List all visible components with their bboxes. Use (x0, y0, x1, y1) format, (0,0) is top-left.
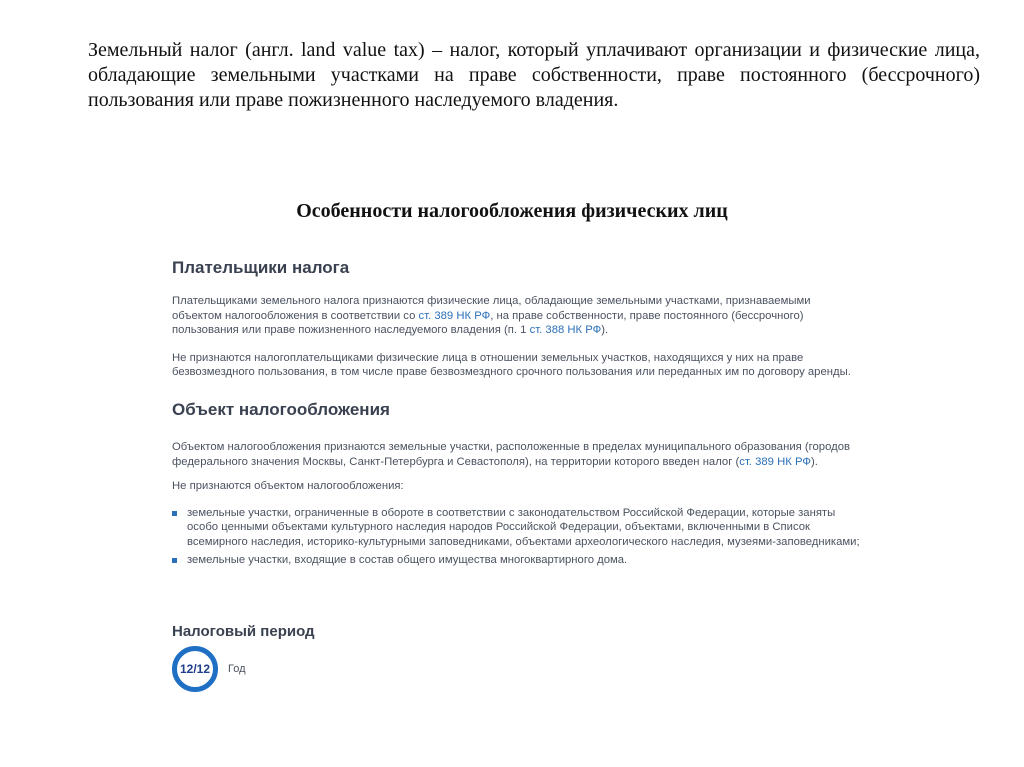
payers-paragraph-2: Не признаются налогоплательщиками физические лица в отношении земельных участков, находящихся у них на праве безвозмездного пользования, в том числе праве безвозмездного срочного пользования или переданных им по договору аренды. (172, 351, 851, 379)
link-art-389[interactable]: ст. 389 НК РФ (418, 309, 491, 322)
object-text-b: ). (810, 455, 818, 468)
payers-text-a: Плательщиками земельного налога признаются физические лица, обладающие земельными участками, признаваемыми объектом налогообложения в соответствии со (172, 295, 811, 322)
payers-heading: Плательщики налога (172, 258, 350, 277)
payers-text-b: , на праве собственности, праве постоянного (бессрочного) пользования или праве пожизненного наследуемого владения (п. 1 (172, 309, 804, 337)
payers-paragraph-1 (172, 294, 862, 338)
period-row (172, 646, 862, 692)
link-art-389-object[interactable]: ст. 389 НК РФ (739, 455, 811, 468)
object-heading: Объект налогообложения (172, 399, 390, 419)
intro-paragraph (88, 38, 980, 113)
period-badge: 12/12 (172, 646, 218, 692)
object-paragraph-1 (172, 440, 862, 469)
exclusion-bullet-1: земельные участки, ограниченные в обороте в соответствии с законодательством Российской Федерации, которые заняты особо ценными объектами культурного наследия народов Российской Федерации, объектами, включенными в Список всемирного наследия, историко-культурными заповедниками, объектами археологического наследия, музеями-заповедниками; (172, 506, 862, 550)
exclusion-bullet-2: земельные участки, входящие в состав общего имущества многоквартирного дома. (172, 553, 862, 568)
object-paragraph-2: Не признаются объектом налогообложения: (172, 480, 404, 493)
page-title: Особенности налогообложения физических лиц (296, 200, 728, 222)
tax-info-panel (172, 258, 862, 692)
period-heading: Налоговый период (172, 623, 315, 641)
payers-text-c: ). (601, 324, 609, 337)
intro-text: Земельный налог (англ. land value tax) – налог, который уплачивают организации и физические лица, обладающие земельными участками на праве собственности, праве постоянного (бессрочного) пользования или праве пожизненного наследуемого владения. (88, 39, 980, 111)
link-art-388[interactable]: ст. 388 НК РФ (529, 324, 602, 337)
object-text-a: Объектом налогообложения признаются земельные участки, расположенные в пределах муниципального образования (городов федерального значения Москвы, Санкт-Петербурга и Севастополя), на территории которого введен налог ( (172, 440, 850, 468)
period-label: Год (228, 663, 246, 676)
